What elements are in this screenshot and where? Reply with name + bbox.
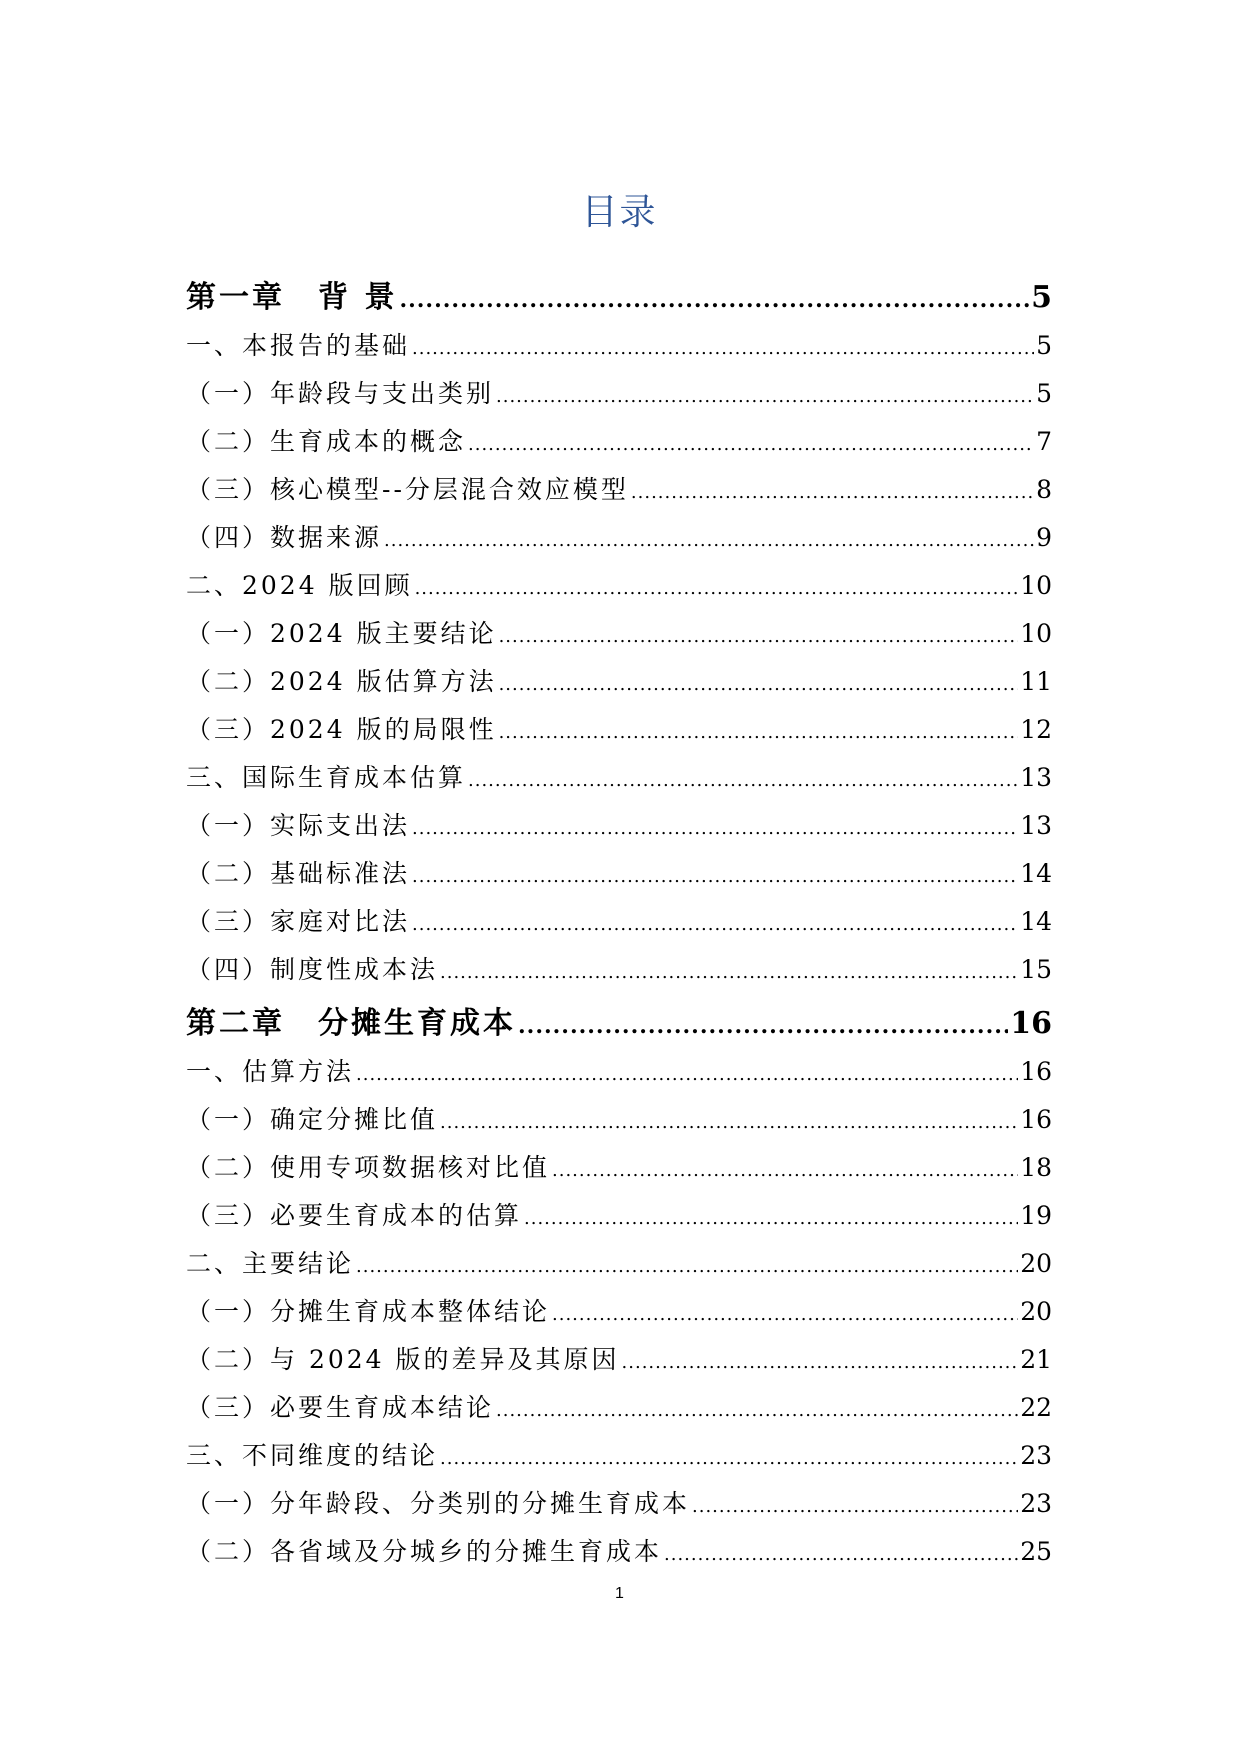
toc-entry-page: 20 (1020, 1249, 1052, 1278)
toc-dot-leader (631, 482, 1034, 503)
toc-entry-label: （一）确定分摊比值 (186, 1105, 439, 1134)
toc-entry-page: 10 (1020, 619, 1052, 648)
toc-dot-leader (499, 626, 1019, 647)
toc-entry-page: 7 (1036, 427, 1052, 456)
toc-entry-page: 25 (1020, 1537, 1052, 1566)
toc-entry-page: 5 (1031, 280, 1052, 315)
toc-dot-leader (499, 722, 1019, 743)
toc-dot-leader (468, 770, 1018, 791)
toc-dot-leader (664, 1544, 1018, 1565)
toc-entry-page: 14 (1020, 907, 1052, 936)
toc-entry-subsection[interactable] (186, 710, 1052, 758)
toc-entry-label: 一、估算方法 (186, 1057, 355, 1086)
toc-entry-page: 15 (1020, 955, 1052, 984)
toc-dot-leader (622, 1352, 1019, 1373)
toc-entry-label: （三）必要生育成本的估算 (186, 1201, 523, 1230)
toc-entry-subsection[interactable] (186, 470, 1052, 518)
toc-entry-page: 9 (1036, 523, 1052, 552)
toc-list (186, 272, 1052, 1580)
toc-entry-page: 5 (1036, 379, 1052, 408)
toc-entry-label: （一）年龄段与支出类别 (186, 379, 495, 408)
toc-entry-label: 三、国际生育成本估算 (186, 763, 467, 792)
toc-entry-subsection[interactable] (186, 1484, 1052, 1532)
toc-dot-leader (356, 1064, 1018, 1085)
toc-entry-label: 第二章 分摊生育成本 (186, 1006, 516, 1041)
toc-entry-label: （三）家庭对比法 (186, 907, 411, 936)
toc-dot-leader (552, 1160, 1018, 1181)
toc-entry-label: （一）实际支出法 (186, 811, 411, 840)
toc-dot-leader (440, 1112, 1018, 1133)
toc-entry-label: （二）与 2024 版的差异及其原因 (186, 1345, 620, 1374)
toc-dot-leader (440, 962, 1018, 983)
toc-dot-leader (412, 914, 1018, 935)
toc-dot-leader (524, 1208, 1018, 1229)
toc-dot-leader (399, 287, 1029, 313)
toc-entry-subsection[interactable] (186, 374, 1052, 422)
toc-entry-subsection[interactable] (186, 422, 1052, 470)
toc-dot-leader (415, 578, 1019, 599)
toc-entry-page: 18 (1020, 1153, 1052, 1182)
toc-entry-page: 16 (1020, 1105, 1052, 1134)
toc-dot-leader (412, 338, 1034, 359)
toc-entry-page: 16 (1020, 1057, 1052, 1086)
toc-dot-leader (518, 1013, 1008, 1039)
toc-entry-page: 19 (1020, 1201, 1052, 1230)
toc-entry-label: （一）分摊生育成本整体结论 (186, 1297, 551, 1326)
toc-entry-section[interactable] (186, 566, 1052, 614)
toc-entry-label: （一）2024 版主要结论 (186, 619, 497, 648)
toc-entry-subsection[interactable] (186, 806, 1052, 854)
toc-entry-label: 二、2024 版回顾 (186, 571, 413, 600)
toc-entry-label: （二）各省域及分城乡的分摊生育成本 (186, 1537, 663, 1566)
toc-title: 目录 (581, 192, 658, 233)
toc-entry-subsection[interactable] (186, 854, 1052, 902)
toc-entry-label: 第一章 背 景 (186, 280, 398, 315)
toc-entry-page: 12 (1020, 715, 1052, 744)
toc-entry-label: 一、本报告的基础 (186, 331, 411, 360)
toc-entry-chapter-1[interactable] (186, 272, 1052, 326)
toc-entry-page: 23 (1020, 1441, 1052, 1470)
toc-entry-label: （二）2024 版估算方法 (186, 667, 497, 696)
toc-entry-subsection[interactable] (186, 902, 1052, 950)
toc-entry-subsection[interactable] (186, 1100, 1052, 1148)
toc-entry-section[interactable] (186, 1052, 1052, 1100)
toc-entry-section[interactable] (186, 1244, 1052, 1292)
toc-dot-leader (692, 1496, 1018, 1517)
toc-entry-subsection[interactable] (186, 662, 1052, 710)
toc-entry-label: （三）核心模型--分层混合效应模型 (186, 475, 629, 504)
toc-entry-page: 21 (1020, 1345, 1052, 1374)
toc-entry-subsection[interactable] (186, 1196, 1052, 1244)
toc-entry-label: 三、不同维度的结论 (186, 1441, 439, 1470)
toc-entry-subsection[interactable] (186, 950, 1052, 998)
toc-entry-label: （二）使用专项数据核对比值 (186, 1153, 551, 1182)
toc-entry-page: 23 (1020, 1489, 1052, 1518)
toc-dot-leader (496, 386, 1034, 407)
page-number: 1 (615, 1585, 624, 1602)
toc-dot-leader (384, 530, 1034, 551)
toc-entry-label: （三）2024 版的局限性 (186, 715, 497, 744)
toc-entry-section[interactable] (186, 1436, 1052, 1484)
toc-entry-label: （四）制度性成本法 (186, 955, 439, 984)
toc-entry-subsection[interactable] (186, 1388, 1052, 1436)
toc-entry-subsection[interactable] (186, 1148, 1052, 1196)
toc-entry-page: 20 (1020, 1297, 1052, 1326)
toc-entry-page: 11 (1020, 667, 1052, 696)
toc-dot-leader (412, 818, 1018, 839)
toc-dot-leader (552, 1304, 1018, 1325)
toc-entry-subsection[interactable] (186, 614, 1052, 662)
toc-entry-label: （二）生育成本的概念 (186, 427, 467, 456)
toc-entry-page: 10 (1020, 571, 1052, 600)
toc-entry-page: 13 (1020, 811, 1052, 840)
toc-entry-label: （四）数据来源 (186, 523, 383, 552)
toc-entry-section[interactable] (186, 758, 1052, 806)
toc-entry-page: 13 (1020, 763, 1052, 792)
toc-dot-leader (412, 866, 1018, 887)
toc-entry-page: 8 (1036, 475, 1052, 504)
toc-entry-page: 14 (1020, 859, 1052, 888)
toc-dot-leader (468, 434, 1034, 455)
toc-entry-section[interactable] (186, 326, 1052, 374)
toc-dot-leader (499, 674, 1019, 695)
toc-entry-label: （二）基础标准法 (186, 859, 411, 888)
toc-dot-leader (496, 1400, 1018, 1421)
toc-entry-page: 5 (1036, 331, 1052, 360)
toc-dot-leader (356, 1256, 1018, 1277)
toc-entry-label: 二、主要结论 (186, 1249, 355, 1278)
toc-entry-page: 16 (1010, 1006, 1052, 1041)
toc-entry-subsection[interactable] (186, 518, 1052, 566)
toc-entry-subsection[interactable] (186, 1340, 1052, 1388)
toc-entry-subsection[interactable] (186, 1292, 1052, 1340)
toc-entry-page: 22 (1020, 1393, 1052, 1422)
toc-entry-label: （三）必要生育成本结论 (186, 1393, 495, 1422)
toc-entry-label: （一）分年龄段、分类别的分摊生育成本 (186, 1489, 691, 1518)
toc-entry-chapter-2[interactable] (186, 998, 1052, 1052)
toc-entry-subsection[interactable] (186, 1532, 1052, 1580)
toc-dot-leader (440, 1448, 1018, 1469)
